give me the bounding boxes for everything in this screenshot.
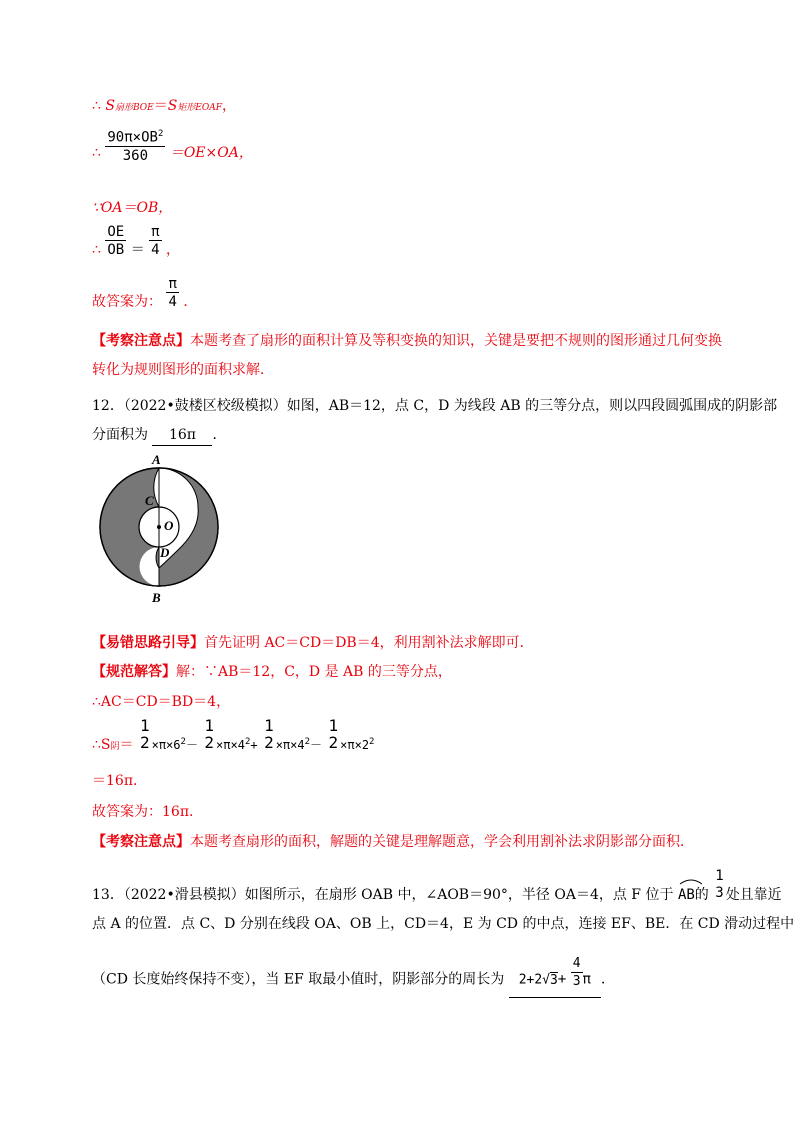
label-b: B bbox=[152, 590, 161, 605]
q12-hint: 【易错思路引导】首先证明 AC＝CD＝DB＝4，利用割补法求解即可． bbox=[92, 635, 534, 651]
q12-question-line-1: 12．（2022•鼓楼区校级模拟）如图，AB＝12，点 C，D 为线段 AB 的三等分点，则以四段圆弧围成的阴影部 bbox=[92, 398, 778, 414]
solution-fraction-line: ∴ $\frac{90\pi\times OB^2}{360}$ ＝OE×OA， bbox=[92, 126, 253, 165]
q13-question-line-3: （CD 长度始终保持不变），当 EF 取最小值时，阴影部分的周长为 2+2√3+ $\frac{4}{3}$ π ． bbox=[92, 962, 615, 998]
fraction-half-1: 1 2 bbox=[139, 716, 150, 752]
fraction-half-4: 1 2 bbox=[328, 716, 339, 752]
q13-question-line-1: 13．（2022•滑县模拟）如图所示，在扇形 OAB 中，∠AOB＝90°，半径 OA＝4，点 F 位于 AB的 1 3 处且靠近 bbox=[92, 868, 782, 903]
arc-icon bbox=[678, 877, 704, 885]
q12-solution-area-formula: ∴S阴＝ 1 2 $\times\pi\times 6^2-$ 1 2 $\times\pi\times 4^2+$ 1 2 $\times\pi\times 4^2-$ 1 2 $\times\pi\times 2^2$ bbox=[92, 716, 375, 753]
solution-ratio-line: ∴ $\frac{OE}{OB}$ ＝ $\frac{\pi}{4}$ ， bbox=[92, 224, 181, 258]
solution-line-equal-radius: ∵OA＝OB， bbox=[92, 200, 173, 216]
fraction-answer-pi-4: $\frac{\pi}{4}$ bbox=[168, 276, 177, 310]
label-d: D bbox=[160, 545, 170, 560]
fraction-pi-4: $\frac{\pi}{4}$ bbox=[151, 224, 160, 258]
fraction-half-3: 1 2 bbox=[264, 716, 274, 752]
q12-question-line-2: 分面积为 16π ． bbox=[92, 425, 226, 446]
note-line-2: 转化为规则图形的面积求解． bbox=[92, 362, 274, 378]
q12-solution-result: ＝16π． bbox=[92, 773, 148, 789]
q12-answer: 故答案为：16π． bbox=[92, 804, 204, 820]
note-line-1: 【考察注意点】本题考查了扇形的面积计算及等积变换的知识，关键是要把不规则的图形通过几何变换 bbox=[92, 333, 722, 349]
fraction-oe-ob: $\frac{OE}{OB}$ bbox=[107, 224, 125, 258]
fraction-sector-formula: $\frac{90\pi\times OB^2}{360}$ bbox=[105, 126, 165, 165]
fraction-half-2: 1 2 bbox=[204, 716, 215, 752]
q13-question-line-2: 点 A 的位置．点 C、D 分别在线段 OA、OB 上，CD＝4，E 为 CD 的中点，连接 EF、BE．在 CD 滑动过程中 bbox=[92, 916, 795, 932]
q12-answer-blank: 16π bbox=[152, 425, 212, 446]
q12-note: 【考察注意点】本题考查扇形的面积，解题的关键是理解题意，学会利用割补法求阴影部分面积． bbox=[92, 834, 694, 850]
q12-solution-line-1: 【规范解答】解：∵AB＝12，C，D 是 AB 的三等分点， bbox=[92, 664, 452, 680]
label-a: A bbox=[152, 452, 161, 467]
q13-answer-blank: 2+2√3+ $\frac{4}{3}$ π bbox=[509, 962, 601, 998]
label-o: O bbox=[164, 518, 174, 533]
solution-line-sector-area: ∴ S扇形BOE＝S矩形EOAF， bbox=[92, 98, 236, 114]
fraction-one-third: 1 3 bbox=[715, 868, 724, 901]
q12-figure-circles bbox=[96, 450, 226, 608]
fraction-four-thirds: $\frac{4}{3}$ bbox=[572, 956, 581, 989]
q12-solution-line-2: ∴AC＝CD＝BD＝4， bbox=[92, 694, 231, 710]
answer-line-1: 故答案为： $\frac{\pi}{4}$ ． bbox=[92, 276, 198, 310]
label-c: C bbox=[145, 493, 154, 508]
arc-ab-symbol: AB bbox=[678, 885, 695, 905]
